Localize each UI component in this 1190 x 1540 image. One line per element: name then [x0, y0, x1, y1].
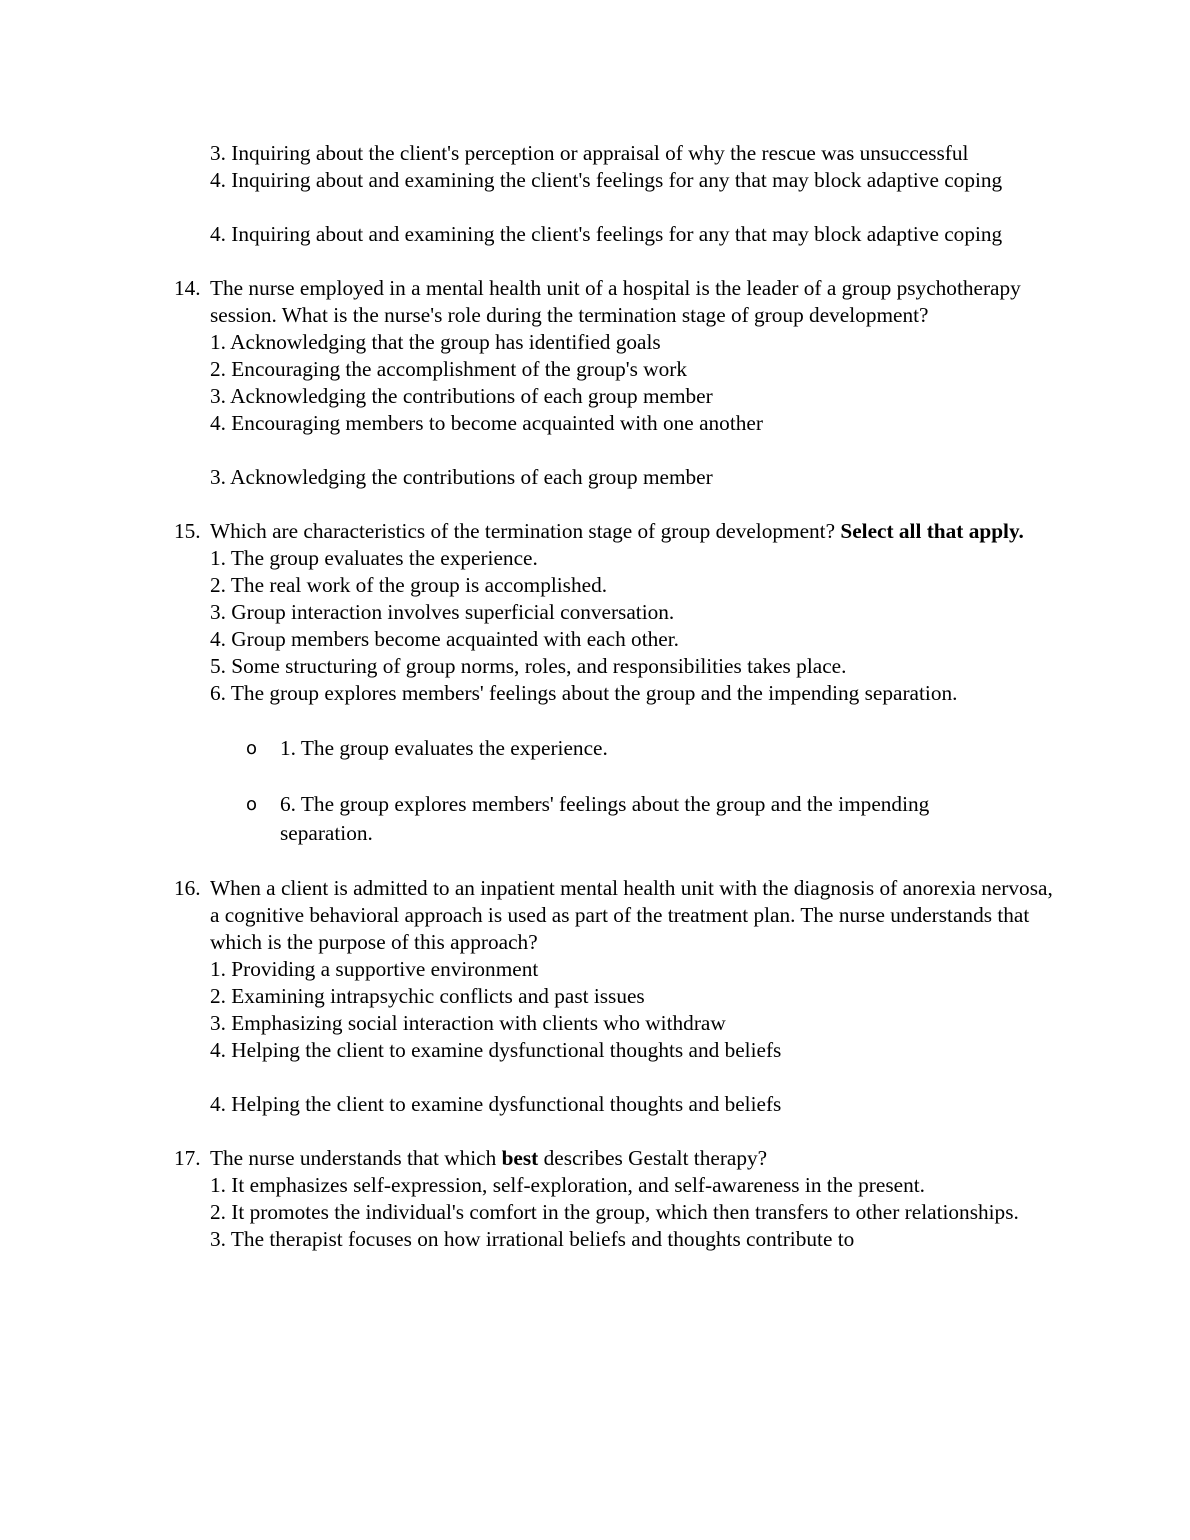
bullet-icon: o	[246, 738, 258, 759]
option: 3. Emphasizing social interaction with clients who withdraw	[210, 1011, 726, 1035]
answer-15-b	[0, 790, 1190, 848]
option: 4. Encouraging members to become acquainted with one another	[210, 411, 763, 435]
option: 2. The real work of the group is accomplished.	[210, 573, 608, 597]
intro-answer	[0, 221, 1190, 248]
option: 4. Helping the client to examine dysfunctional thoughts and beliefs	[210, 1038, 782, 1062]
question-stem: The nurse understands that which best describes Gestalt therapy?	[210, 1146, 768, 1170]
option: 4. Group members become acquainted with each other.	[210, 627, 679, 651]
option: 5. Some structuring of group norms, roles, and responsibilities takes place.	[210, 654, 847, 678]
answer: 1. The group evaluates the experience.	[280, 736, 608, 760]
answer: 4. Inquiring about and examining the client's feelings for any that may block adaptive coping	[210, 222, 1003, 246]
option: 3. Group interaction involves superficial conversation.	[210, 600, 675, 624]
option: 2. Examining intrapsychic conflicts and past issues	[210, 984, 645, 1008]
question-14	[0, 275, 1190, 437]
option: 3. The therapist focuses on how irrational beliefs and thoughts contribute to	[210, 1227, 855, 1251]
option: 1. Providing a supportive environment	[210, 957, 539, 981]
question-stem: The nurse employed in a mental health unit of a hospital is the leader of a group psychotherapy session. What is the nurse's role during the termination stage of group development?	[210, 276, 1021, 327]
question-stem: Which are characteristics of the termination stage of group development? Select all that apply.	[210, 519, 1024, 543]
select-all-instruction: Select all that apply.	[840, 519, 1024, 543]
emphasis-word: best	[501, 1146, 539, 1170]
bullet-icon: o	[246, 794, 258, 815]
answer-14	[0, 464, 1190, 491]
option: 3. Acknowledging the contributions of each group member	[210, 384, 713, 408]
answer: 6. The group explores members' feelings about the group and the impending separation.	[280, 792, 930, 845]
option: 6. The group explores members' feelings about the group and the impending separation.	[210, 681, 958, 705]
answer-15-a	[0, 734, 1190, 763]
question-15	[0, 518, 1190, 707]
question-16	[0, 875, 1190, 1064]
option: 2. It promotes the individual's comfort in the group, which then transfers to other relationships.	[210, 1200, 1019, 1224]
question-stem: When a client is admitted to an inpatient mental health unit with the diagnosis of anorexia nervosa, a cognitive behavioral approach is used as part of the treatment plan. The nurse understands that which is the purpose of this approach?	[210, 876, 1053, 954]
option: 1. It emphasizes self-expression, self-exploration, and self-awareness in the present.	[210, 1173, 925, 1197]
answer-16	[0, 1091, 1190, 1118]
intro-options	[0, 140, 1190, 194]
answer: 4. Helping the client to examine dysfunctional thoughts and beliefs	[210, 1092, 782, 1116]
question-number: 15.	[174, 519, 201, 543]
option: 3. Inquiring about the client's perception or appraisal of why the rescue was unsuccessful	[210, 141, 969, 165]
option: 1. The group evaluates the experience.	[210, 546, 538, 570]
question-number: 17.	[174, 1146, 201, 1170]
option: 2. Encouraging the accomplishment of the group's work	[210, 357, 687, 381]
question-17	[0, 1145, 1190, 1253]
option: 4. Inquiring about and examining the client's feelings for any that may block adaptive coping	[210, 168, 1003, 192]
document-page	[0, 140, 1190, 1253]
question-number: 14.	[174, 276, 201, 300]
answer: 3. Acknowledging the contributions of each group member	[210, 465, 713, 489]
question-number: 16.	[174, 876, 201, 900]
option: 1. Acknowledging that the group has identified goals	[210, 330, 661, 354]
